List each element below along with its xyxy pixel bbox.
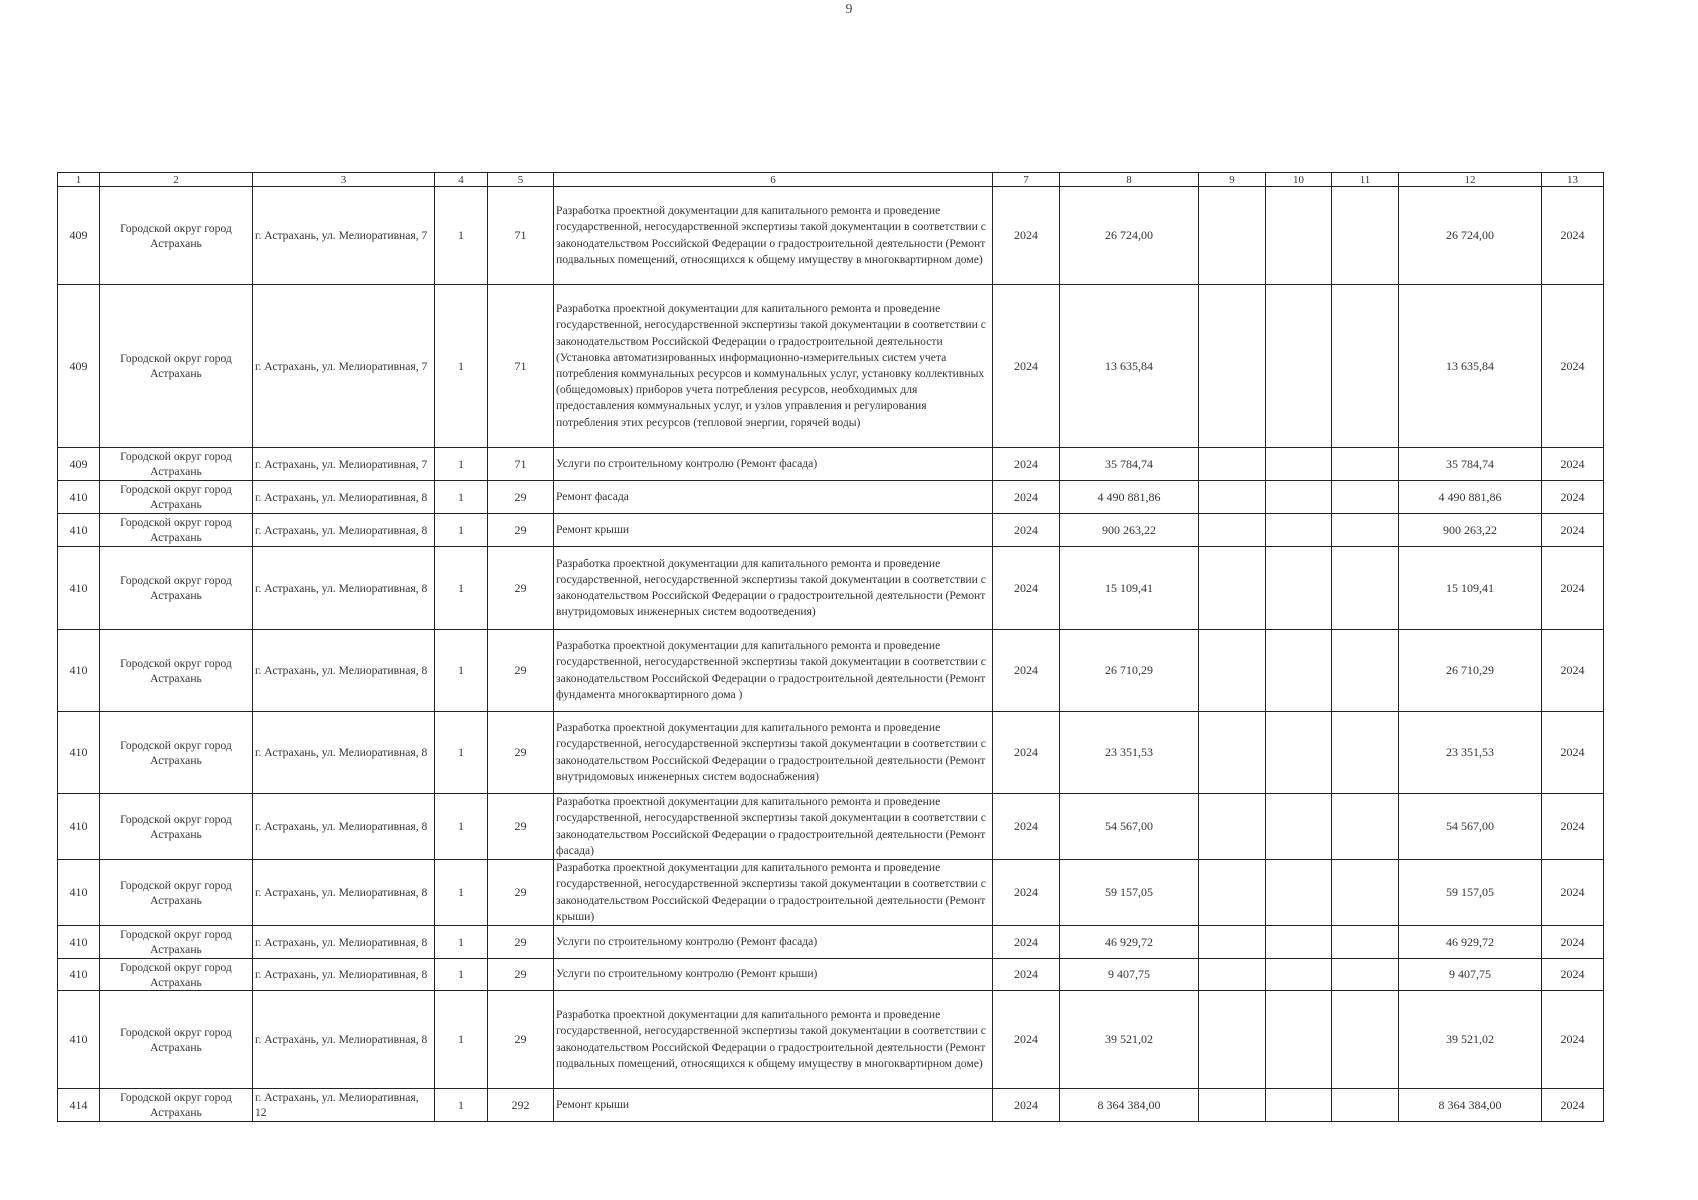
table-row bbox=[58, 514, 1604, 547]
col-5-value: 29 bbox=[488, 959, 554, 991]
column-header: 9 bbox=[1199, 173, 1266, 187]
planned-year: 2024 bbox=[993, 794, 1060, 860]
completion-year: 2024 bbox=[1542, 187, 1604, 285]
col-9-value bbox=[1199, 1089, 1266, 1122]
municipality: Городской округ город Астрахань bbox=[100, 630, 253, 712]
col-4-value: 1 bbox=[435, 187, 488, 285]
col-11-value bbox=[1332, 926, 1399, 959]
municipality: Городской округ город Астрахань bbox=[100, 991, 253, 1089]
col-5-value: 292 bbox=[488, 1089, 554, 1122]
fund-cost: 26 724,00 bbox=[1399, 187, 1542, 285]
address: г. Астрахань, ул. Мелиоративная, 8 bbox=[253, 959, 435, 991]
total-cost: 46 929,72 bbox=[1060, 926, 1199, 959]
fund-cost: 59 157,05 bbox=[1399, 860, 1542, 926]
municipality: Городской округ город Астрахань bbox=[100, 1089, 253, 1122]
col-10-value bbox=[1266, 448, 1332, 481]
row-number: 410 bbox=[58, 926, 100, 959]
col-10-value bbox=[1266, 285, 1332, 448]
col-11-value bbox=[1332, 860, 1399, 926]
row-number: 410 bbox=[58, 514, 100, 547]
completion-year: 2024 bbox=[1542, 712, 1604, 794]
row-number: 409 bbox=[58, 285, 100, 448]
municipality: Городской округ город Астрахань bbox=[100, 481, 253, 514]
row-number: 410 bbox=[58, 547, 100, 630]
column-header: 4 bbox=[435, 173, 488, 187]
planned-year: 2024 bbox=[993, 991, 1060, 1089]
completion-year: 2024 bbox=[1542, 514, 1604, 547]
col-11-value bbox=[1332, 959, 1399, 991]
municipality: Городской округ город Астрахань bbox=[100, 926, 253, 959]
address: г. Астрахань, ул. Мелиоративная, 8 bbox=[253, 991, 435, 1089]
row-number: 410 bbox=[58, 794, 100, 860]
total-cost: 4 490 881,86 bbox=[1060, 481, 1199, 514]
col-10-value bbox=[1266, 926, 1332, 959]
col-4-value: 1 bbox=[435, 959, 488, 991]
work-description: Услуги по строительному контролю (Ремонт фасада) bbox=[554, 448, 993, 481]
address: г. Астрахань, ул. Мелиоративная, 8 bbox=[253, 547, 435, 630]
col-11-value bbox=[1332, 630, 1399, 712]
header-row bbox=[58, 173, 1604, 187]
row-number: 410 bbox=[58, 630, 100, 712]
col-11-value bbox=[1332, 285, 1399, 448]
work-description: Разработка проектной документации для капитального ремонта и проведение государственной, негосударственной экспертизы такой документации в соответствии с законодательством Российской Федерации о градостроительной деятельности (Ремонт фасада) bbox=[554, 794, 993, 860]
col-10-value bbox=[1266, 1089, 1332, 1122]
completion-year: 2024 bbox=[1542, 448, 1604, 481]
col-10-value bbox=[1266, 547, 1332, 630]
col-4-value: 1 bbox=[435, 712, 488, 794]
col-4-value: 1 bbox=[435, 630, 488, 712]
row-number: 410 bbox=[58, 860, 100, 926]
column-header: 3 bbox=[253, 173, 435, 187]
total-cost: 8 364 384,00 bbox=[1060, 1089, 1199, 1122]
column-header: 13 bbox=[1542, 173, 1604, 187]
total-cost: 9 407,75 bbox=[1060, 959, 1199, 991]
completion-year: 2024 bbox=[1542, 547, 1604, 630]
repair-plan-table bbox=[57, 172, 1604, 1122]
col-4-value: 1 bbox=[435, 448, 488, 481]
table-row bbox=[58, 448, 1604, 481]
address: г. Астрахань, ул. Мелиоративная, 8 bbox=[253, 926, 435, 959]
address: г. Астрахань, ул. Мелиоративная, 7 bbox=[253, 448, 435, 481]
planned-year: 2024 bbox=[993, 860, 1060, 926]
col-10-value bbox=[1266, 630, 1332, 712]
col-10-value bbox=[1266, 794, 1332, 860]
completion-year: 2024 bbox=[1542, 860, 1604, 926]
fund-cost: 9 407,75 bbox=[1399, 959, 1542, 991]
page-number: 9 bbox=[845, 2, 853, 17]
col-4-value: 1 bbox=[435, 514, 488, 547]
col-4-value: 1 bbox=[435, 926, 488, 959]
work-description: Разработка проектной документации для капитального ремонта и проведение государственной, негосударственной экспертизы такой документации в соответствии с законодательством Российской Федерации о градостроительной деятельности (Установка автоматизированных информационно-измерительных систем учета потребления коммунальных ресурсов и коммунальных услуг, установку коллективных (общедомовых) приборов учета потребления ресурсов, необходимых для предоставления коммунальных услуг, и узлов управления и регулирования потребления этих ресурсов (тепловой энергии, горячей воды) bbox=[554, 285, 993, 448]
col-9-value bbox=[1199, 285, 1266, 448]
col-9-value bbox=[1199, 630, 1266, 712]
row-number: 410 bbox=[58, 991, 100, 1089]
work-description: Услуги по строительному контролю (Ремонт фасада) bbox=[554, 926, 993, 959]
fund-cost: 15 109,41 bbox=[1399, 547, 1542, 630]
work-description: Разработка проектной документации для капитального ремонта и проведение государственной, негосударственной экспертизы такой документации в соответствии с законодательством Российской Федерации о градостроительной деятельности (Ремонт подвальных помещений, относящихся к общему имуществу в многоквартирном доме) bbox=[554, 187, 993, 285]
address: г. Астрахань, ул. Мелиоративная, 7 bbox=[253, 285, 435, 448]
completion-year: 2024 bbox=[1542, 285, 1604, 448]
planned-year: 2024 bbox=[993, 630, 1060, 712]
fund-cost: 54 567,00 bbox=[1399, 794, 1542, 860]
planned-year: 2024 bbox=[993, 514, 1060, 547]
col-9-value bbox=[1199, 991, 1266, 1089]
col-11-value bbox=[1332, 991, 1399, 1089]
work-description: Разработка проектной документации для капитального ремонта и проведение государственной, негосударственной экспертизы такой документации в соответствии с законодательством Российской Федерации о градостроительной деятельности (Ремонт подвальных помещений, относящихся к общему имуществу в многоквартирном доме) bbox=[554, 991, 993, 1089]
column-header: 10 bbox=[1266, 173, 1332, 187]
row-number: 414 bbox=[58, 1089, 100, 1122]
col-4-value: 1 bbox=[435, 285, 488, 448]
col-9-value bbox=[1199, 860, 1266, 926]
municipality: Городской округ город Астрахань bbox=[100, 959, 253, 991]
planned-year: 2024 bbox=[993, 712, 1060, 794]
completion-year: 2024 bbox=[1542, 630, 1604, 712]
completion-year: 2024 bbox=[1542, 959, 1604, 991]
col-11-value bbox=[1332, 481, 1399, 514]
col-10-value bbox=[1266, 514, 1332, 547]
column-header: 2 bbox=[100, 173, 253, 187]
col-9-value bbox=[1199, 794, 1266, 860]
table-row bbox=[58, 285, 1604, 448]
column-header: 1 bbox=[58, 173, 100, 187]
col-9-value bbox=[1199, 712, 1266, 794]
completion-year: 2024 bbox=[1542, 926, 1604, 959]
col-5-value: 29 bbox=[488, 712, 554, 794]
col-5-value: 29 bbox=[488, 926, 554, 959]
row-number: 409 bbox=[58, 448, 100, 481]
col-10-value bbox=[1266, 712, 1332, 794]
column-header: 7 bbox=[993, 173, 1060, 187]
fund-cost: 35 784,74 bbox=[1399, 448, 1542, 481]
col-4-value: 1 bbox=[435, 860, 488, 926]
col-9-value bbox=[1199, 547, 1266, 630]
table-row bbox=[58, 1089, 1604, 1122]
total-cost: 900 263,22 bbox=[1060, 514, 1199, 547]
table-row bbox=[58, 959, 1604, 991]
completion-year: 2024 bbox=[1542, 991, 1604, 1089]
completion-year: 2024 bbox=[1542, 1089, 1604, 1122]
municipality: Городской округ город Астрахань bbox=[100, 448, 253, 481]
table-row bbox=[58, 860, 1604, 926]
address: г. Астрахань, ул. Мелиоративная, 12 bbox=[253, 1089, 435, 1122]
column-header: 12 bbox=[1399, 173, 1542, 187]
column-header: 11 bbox=[1332, 173, 1399, 187]
municipality: Городской округ город Астрахань bbox=[100, 712, 253, 794]
total-cost: 39 521,02 bbox=[1060, 991, 1199, 1089]
total-cost: 13 635,84 bbox=[1060, 285, 1199, 448]
col-5-value: 29 bbox=[488, 991, 554, 1089]
planned-year: 2024 bbox=[993, 959, 1060, 991]
fund-cost: 900 263,22 bbox=[1399, 514, 1542, 547]
table-row bbox=[58, 547, 1604, 630]
address: г. Астрахань, ул. Мелиоративная, 8 bbox=[253, 860, 435, 926]
municipality: Городской округ город Астрахань bbox=[100, 547, 253, 630]
col-4-value: 1 bbox=[435, 1089, 488, 1122]
col-10-value bbox=[1266, 991, 1332, 1089]
planned-year: 2024 bbox=[993, 926, 1060, 959]
planned-year: 2024 bbox=[993, 448, 1060, 481]
col-10-value bbox=[1266, 860, 1332, 926]
col-9-value bbox=[1199, 481, 1266, 514]
municipality: Городской округ город Астрахань bbox=[100, 860, 253, 926]
col-5-value: 29 bbox=[488, 547, 554, 630]
column-header: 5 bbox=[488, 173, 554, 187]
col-5-value: 71 bbox=[488, 448, 554, 481]
col-11-value bbox=[1332, 1089, 1399, 1122]
col-5-value: 71 bbox=[488, 187, 554, 285]
work-description: Ремонт крыши bbox=[554, 514, 993, 547]
fund-cost: 46 929,72 bbox=[1399, 926, 1542, 959]
fund-cost: 4 490 881,86 bbox=[1399, 481, 1542, 514]
row-number: 410 bbox=[58, 959, 100, 991]
total-cost: 26 724,00 bbox=[1060, 187, 1199, 285]
completion-year: 2024 bbox=[1542, 794, 1604, 860]
col-11-value bbox=[1332, 712, 1399, 794]
col-5-value: 29 bbox=[488, 481, 554, 514]
work-description: Разработка проектной документации для капитального ремонта и проведение государственной, негосударственной экспертизы такой документации в соответствии с законодательством Российской Федерации о градостроительной деятельности (Ремонт крыши) bbox=[554, 860, 993, 926]
completion-year: 2024 bbox=[1542, 481, 1604, 514]
fund-cost: 23 351,53 bbox=[1399, 712, 1542, 794]
col-9-value bbox=[1199, 926, 1266, 959]
col-9-value bbox=[1199, 448, 1266, 481]
col-5-value: 29 bbox=[488, 630, 554, 712]
planned-year: 2024 bbox=[993, 1089, 1060, 1122]
table-row bbox=[58, 712, 1604, 794]
municipality: Городской округ город Астрахань bbox=[100, 285, 253, 448]
municipality: Городской округ город Астрахань bbox=[100, 187, 253, 285]
col-10-value bbox=[1266, 959, 1332, 991]
col-11-value bbox=[1332, 187, 1399, 285]
planned-year: 2024 bbox=[993, 187, 1060, 285]
column-header: 8 bbox=[1060, 173, 1199, 187]
work-description: Ремонт фасада bbox=[554, 481, 993, 514]
table-row bbox=[58, 991, 1604, 1089]
col-9-value bbox=[1199, 514, 1266, 547]
col-11-value bbox=[1332, 448, 1399, 481]
municipality: Городской округ город Астрахань bbox=[100, 514, 253, 547]
total-cost: 15 109,41 bbox=[1060, 547, 1199, 630]
address: г. Астрахань, ул. Мелиоративная, 8 bbox=[253, 630, 435, 712]
col-11-value bbox=[1332, 794, 1399, 860]
address: г. Астрахань, ул. Мелиоративная, 8 bbox=[253, 481, 435, 514]
col-10-value bbox=[1266, 187, 1332, 285]
col-5-value: 71 bbox=[488, 285, 554, 448]
planned-year: 2024 bbox=[993, 481, 1060, 514]
row-number: 410 bbox=[58, 481, 100, 514]
address: г. Астрахань, ул. Мелиоративная, 7 bbox=[253, 187, 435, 285]
row-number: 409 bbox=[58, 187, 100, 285]
work-description: Ремонт крыши bbox=[554, 1089, 993, 1122]
col-4-value: 1 bbox=[435, 547, 488, 630]
col-5-value: 29 bbox=[488, 794, 554, 860]
work-description: Услуги по строительному контролю (Ремонт крыши) bbox=[554, 959, 993, 991]
municipality: Городской округ город Астрахань bbox=[100, 794, 253, 860]
table-row bbox=[58, 794, 1604, 860]
total-cost: 59 157,05 bbox=[1060, 860, 1199, 926]
total-cost: 26 710,29 bbox=[1060, 630, 1199, 712]
address: г. Астрахань, ул. Мелиоративная, 8 bbox=[253, 514, 435, 547]
table-row bbox=[58, 926, 1604, 959]
total-cost: 54 567,00 bbox=[1060, 794, 1199, 860]
column-header: 6 bbox=[554, 173, 993, 187]
work-description: Разработка проектной документации для капитального ремонта и проведение государственной, негосударственной экспертизы такой документации в соответствии с законодательством Российской Федерации о градостроительной деятельности (Ремонт фундамента многоквартирного дома ) bbox=[554, 630, 993, 712]
address: г. Астрахань, ул. Мелиоративная, 8 bbox=[253, 712, 435, 794]
fund-cost: 39 521,02 bbox=[1399, 991, 1542, 1089]
table-row bbox=[58, 481, 1604, 514]
col-4-value: 1 bbox=[435, 481, 488, 514]
total-cost: 23 351,53 bbox=[1060, 712, 1199, 794]
col-5-value: 29 bbox=[488, 514, 554, 547]
col-9-value bbox=[1199, 959, 1266, 991]
col-10-value bbox=[1266, 481, 1332, 514]
col-11-value bbox=[1332, 547, 1399, 630]
work-description: Разработка проектной документации для капитального ремонта и проведение государственной, негосударственной экспертизы такой документации в соответствии с законодательством Российской Федерации о градостроительной деятельности (Ремонт внутридомовых инженерных систем водоотведения) bbox=[554, 547, 993, 630]
address: г. Астрахань, ул. Мелиоративная, 8 bbox=[253, 794, 435, 860]
row-number: 410 bbox=[58, 712, 100, 794]
table-row bbox=[58, 630, 1604, 712]
col-11-value bbox=[1332, 514, 1399, 547]
planned-year: 2024 bbox=[993, 547, 1060, 630]
fund-cost: 13 635,84 bbox=[1399, 285, 1542, 448]
planned-year: 2024 bbox=[993, 285, 1060, 448]
table-row bbox=[58, 187, 1604, 285]
col-4-value: 1 bbox=[435, 794, 488, 860]
work-description: Разработка проектной документации для капитального ремонта и проведение государственной, негосударственной экспертизы такой документации в соответствии с законодательством Российской Федерации о градостроительной деятельности (Ремонт внутридомовых инженерных систем водоснабжения) bbox=[554, 712, 993, 794]
col-9-value bbox=[1199, 187, 1266, 285]
fund-cost: 26 710,29 bbox=[1399, 630, 1542, 712]
total-cost: 35 784,74 bbox=[1060, 448, 1199, 481]
fund-cost: 8 364 384,00 bbox=[1399, 1089, 1542, 1122]
col-4-value: 1 bbox=[435, 991, 488, 1089]
col-5-value: 29 bbox=[488, 860, 554, 926]
